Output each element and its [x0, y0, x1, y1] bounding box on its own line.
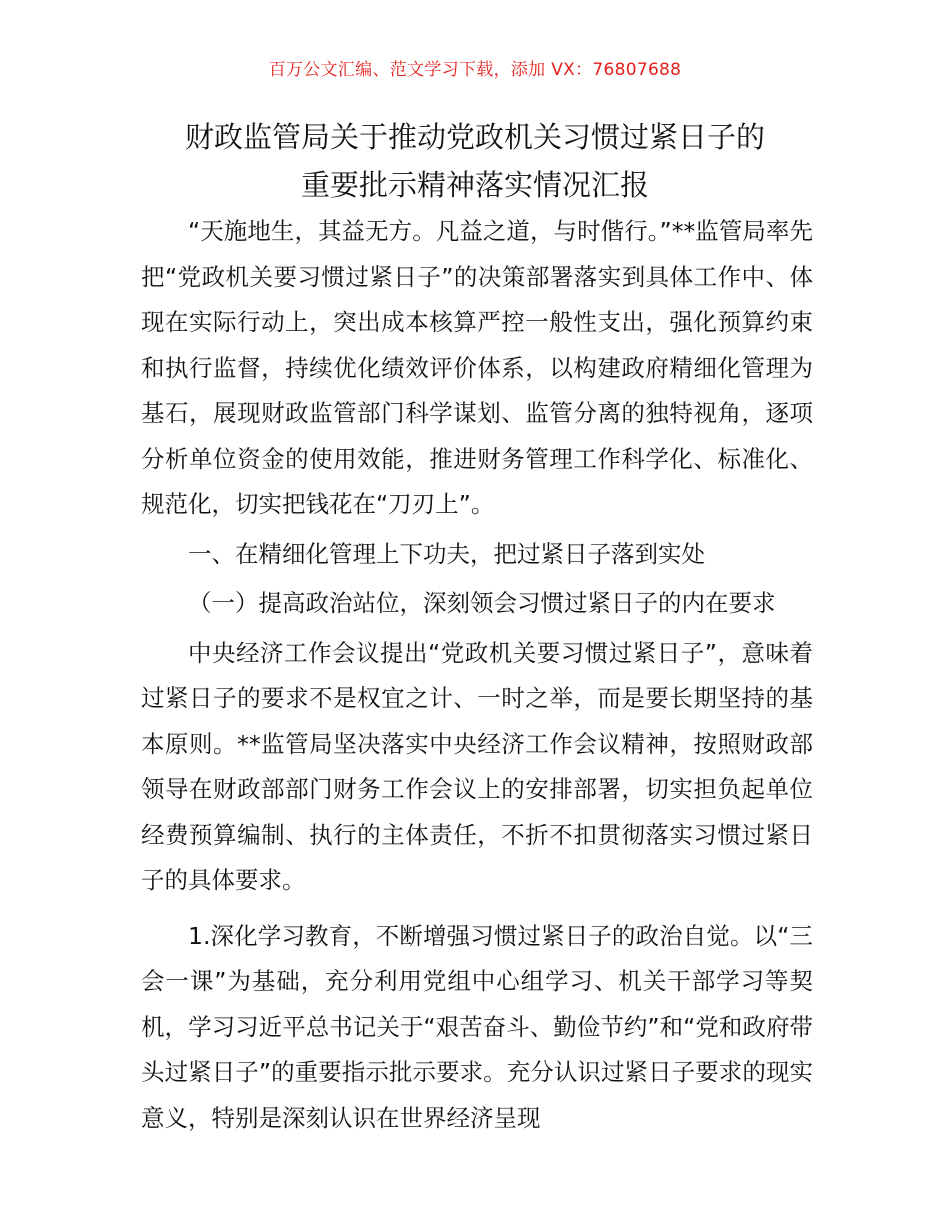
- intro-paragraph: “天施地生，其益无方。凡益之道，与时偕行。”**监管局率先把“党政机关要习惯过紧日子”的决策部署落实到具体工作中、体现在实际行动上，突出成本核算严控一般性支出，强化预算约束和执行监督，持续优化绩效评价体系，以构建政府精细化管理为基石，展现财政监管部门科学谋划、监管分离的独特视角，逐项分析单位资金的使用效能，推进财务管理工作科学化、标准化、规范化，切实把钱花在“刀刃上”。: [141, 217, 813, 518]
- subsection-heading: （一）提高政治站位，深刻领会习惯过紧日子的内在要求: [188, 589, 776, 617]
- numbered-paragraph: 1.深化学习教育，不断增强习惯过紧日子的政治自觉。以“三会一课”为基础，充分利用党组中心组学习、机关干部学习等契机，学习习近平总书记关于“艰苦奋斗、勤俭节约”和“党和政府带头过紧日子”的重要指示批示要求。充分认识过紧日子要求的现实意义，特别是深刻认识在世界经济呈现: [141, 921, 813, 1132]
- section-heading: 一、在精细化管理上下功夫，把过紧日子落到实处: [188, 539, 705, 568]
- document-title: [100, 113, 850, 209]
- body-paragraph: 中央经济工作会议提出“党政机关要习惯过紧日子”，意味着过紧日子的要求不是权宜之计、一时之举，而是要长期坚持的基本原则。**监管局坚决落实中央经济工作会议精神，按照财政部领导在财政部部门财务工作会议上的安排部署，切实担负起单位经费预算编制、执行的主体责任，不折不扣贯彻落实习惯过紧日子的具体要求。: [141, 638, 813, 894]
- document-body: [141, 209, 813, 1141]
- watermark-banner: 百万公文汇编、范文学习下载，添加 VX：76807688: [268, 60, 682, 80]
- title-line-1: 财政监管局关于推动党政机关习惯过紧日子的: [184, 120, 765, 154]
- title-line-2: 重要批示精神落实情况汇报: [300, 168, 649, 202]
